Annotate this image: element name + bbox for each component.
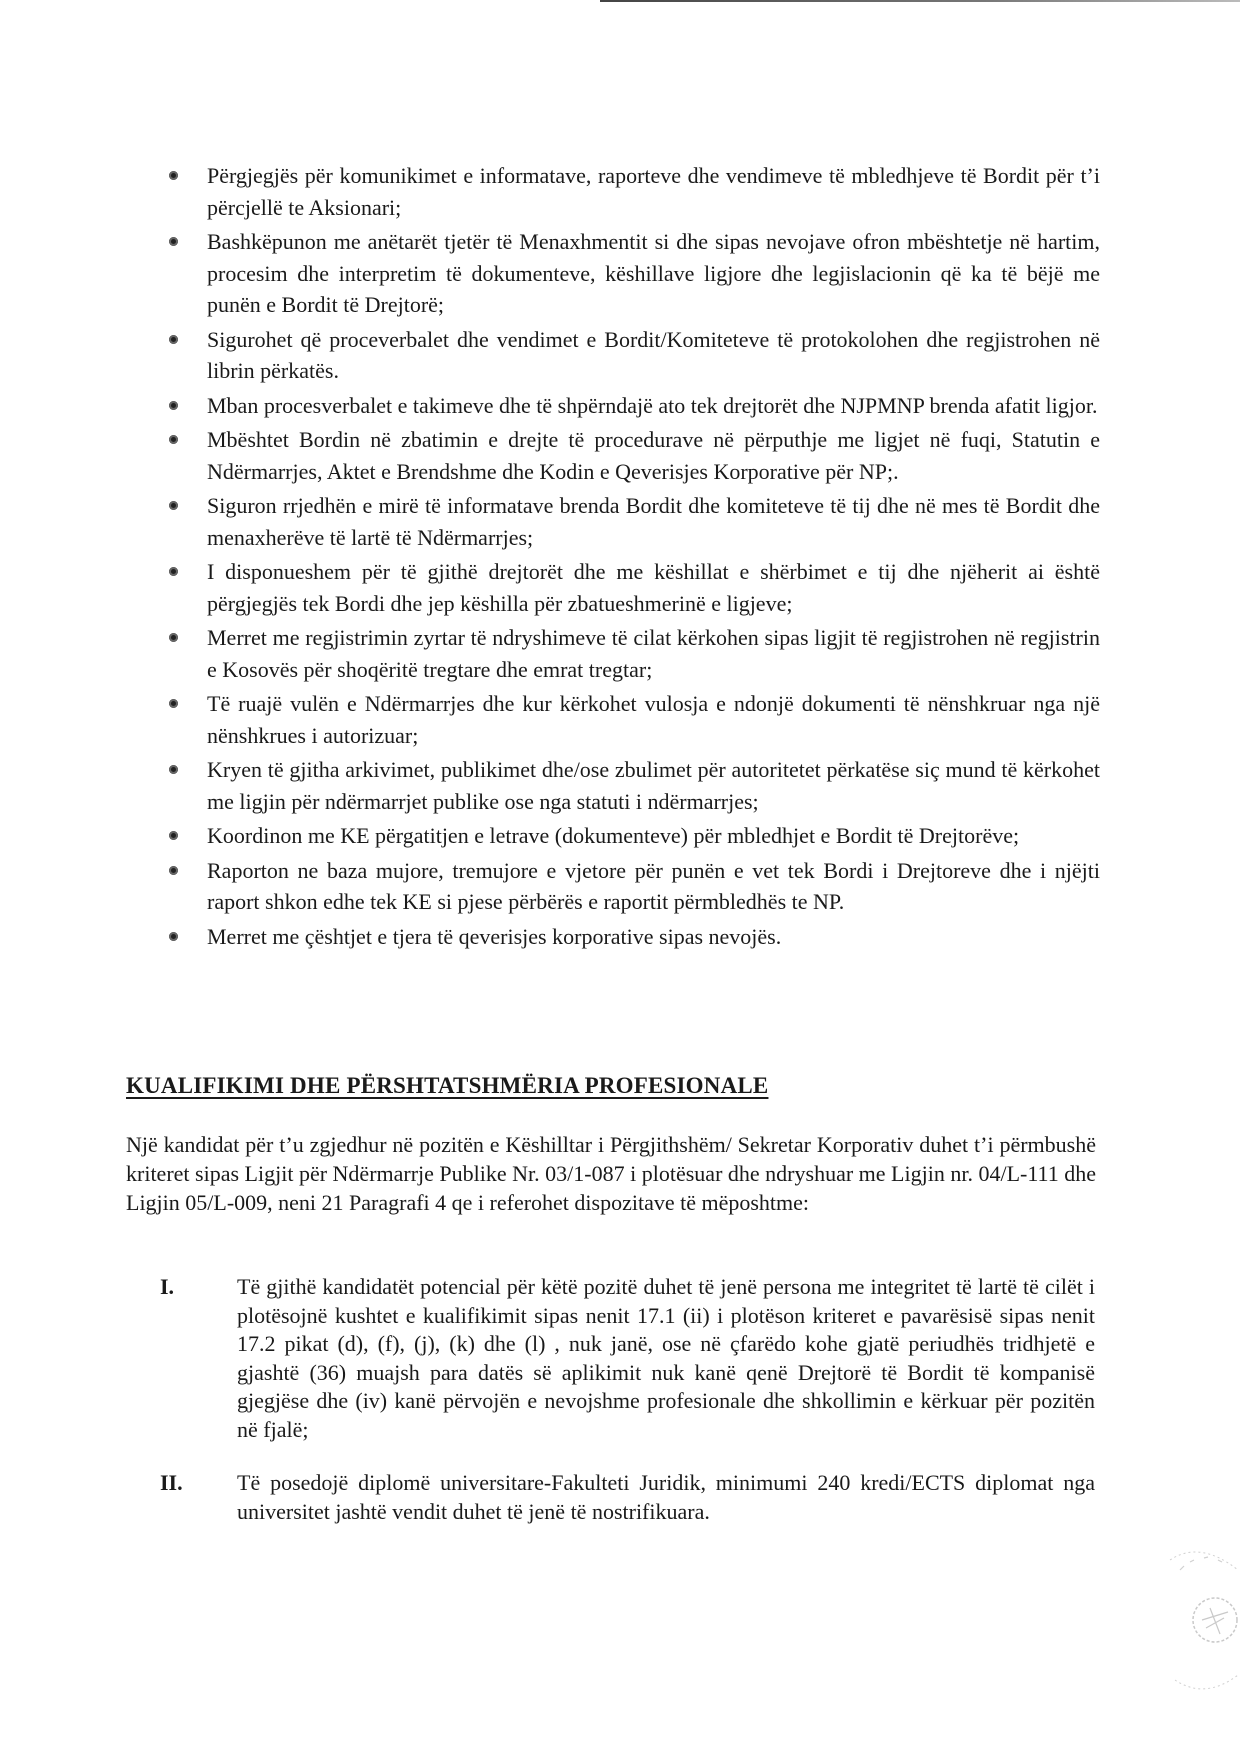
section-heading: KUALIFIKIMI DHE PËRSHTATSHMËRIA PROFESIONALE — [126, 1073, 769, 1098]
stamp-seal-icon — [1160, 1500, 1240, 1700]
bullet-text: Përgjegjës për komunikimet e informatave, raporteve dhe vendimeve të mbledhjeve të Bordit për t’i përcjellë te Aksionari; — [207, 163, 1100, 220]
criterion-text: Të posedojë diplomë universitare-Fakulteti Juridik, minimumi 240 kredi/ECTS diplomat nga universitet jashtë vendit duhet të jenë të nostrifikuara. — [237, 1470, 1095, 1524]
duties-bullet-list — [160, 160, 1100, 955]
bullet-item — [160, 490, 1100, 553]
bullet-dot-icon — [169, 567, 178, 576]
bullet-item — [160, 424, 1100, 487]
bullet-text: Bashkëpunon me anëtarët tjetër të Menaxhmentit si dhe sipas nevojave ofron mbështetje në hartim, procesim dhe interpretim të dokumenteve, këshillave ligjore dhe legjislacionin që ka të bëjë me punën e Bordit të Drejtorë; — [207, 229, 1100, 317]
bullet-item — [160, 160, 1100, 223]
criterion-text: Të gjithë kandidatët potencial për këtë pozitë duhet të jenë persona me integritet të lartë të cilët i plotësojnë kushtet e kualifikimit sipas nenit 17.1 (ii) i plotëson kriteret e pavarësisë sipas nenit 17.2 pikat (d), (f), (j), (k) dhe (l) , nuk janë, ose në çfarëdo kohe gjatë periudhës tridhjetë e gjashtë (36) muajsh para datës së aplikimit nuk kanë qenë Drejtorë të Bordit të kompanisë gjegjëse dhe (iv) kanë përvojën e nevojshme profesionale dhe shkollimin e kërkuar për pozitën në fjalë; — [237, 1274, 1095, 1442]
bullet-text: Mban procesverbalet e takimeve dhe të shpërndajë ato tek drejtorët dhe NJPMNP brenda afatit ligjor. — [207, 392, 1098, 418]
bullet-text: I disponueshem për të gjithë drejtorët dhe me këshillat e shërbimet e tij dhe njëherit ai është përgjegjës tek Bordi dhe jep këshilla për zbatueshmerinë e ligjeve; — [207, 559, 1100, 616]
top-border-line — [600, 0, 1240, 2]
criterion-numeral: II. — [160, 1470, 183, 1495]
bullet-dot-icon — [169, 401, 178, 410]
bullet-item — [160, 622, 1100, 685]
bullet-item — [160, 390, 1100, 422]
bullet-dot-icon — [169, 831, 178, 840]
bullet-text: Raporton ne baza mujore, tremujore e vjetore për punën e vet tek Bordi i Drejtoreve dhe i njëjti raport shkon edhe tek KE si pjese përbërës e raportit përmbledhës te NP. — [207, 857, 1100, 914]
bullet-dot-icon — [169, 765, 178, 774]
bullet-text: Koordinon me KE përgatitjen e letrave (dokumenteve) për mbledhjet e Bordit të Drejtorëve; — [207, 823, 1020, 848]
criterion-item — [160, 1469, 1095, 1526]
bullet-dot-icon — [169, 699, 178, 708]
bullet-dot-icon — [169, 501, 178, 510]
bullet-dot-icon — [169, 435, 178, 444]
criteria-list — [160, 1273, 1095, 1551]
bullet-text: Merret me regjistrimin zyrtar të ndryshimeve të cilat kërkohen sipas ligjit të regjistrohen në regjistrin e Kosovës për shoqëritë tregtare dhe emrat tregtar; — [207, 625, 1100, 682]
bullet-dot-icon — [169, 335, 178, 344]
bullet-text: Siguron rrjedhën e mirë të informatave brenda Bordit dhe komiteteve të tij dhe në mes të Bordit dhe menaxherëve të lartë të Ndërmarrjes; — [207, 493, 1100, 550]
bullet-item — [160, 688, 1100, 751]
bullet-dot-icon — [169, 237, 178, 246]
criterion-item — [160, 1273, 1095, 1444]
intro-paragraph: Një kandidat për t’u zgjedhur në pozitën e Këshilltar i Përgjithshëm/ Sekretar Korporativ duhet t’i përmbushë kriteret sipas Ligjit për Ndërmarrje Publike Nr. 03/1-087 i plotësuar dhe ndryshuar me Ligjin nr. 04/L-111 dhe Ligjin 05/L-009, neni 21 Paragrafi 4 qe i referohet dispozitave të mëposhtme: — [126, 1132, 1096, 1215]
bullet-text: Kryen të gjitha arkivimet, publikimet dhe/ose zbulimet për autoritetet përkatëse siç mund të kërkohet me ligjin për ndërmarrjet publike ose nga statuti i ndërmarrjes; — [207, 757, 1100, 814]
bullet-item — [160, 754, 1100, 817]
bullet-dot-icon — [169, 633, 178, 642]
bullet-item — [160, 820, 1100, 852]
bullet-item — [160, 226, 1100, 321]
bullet-item — [160, 324, 1100, 387]
bullet-text: Të ruajë vulën e Ndërmarrjes dhe kur kërkohet vulosja e ndonjë dokumenti të nënshkruar nga një nënshkrues i autorizuar; — [207, 691, 1100, 748]
bullet-text: Mbështet Bordin në zbatimin e drejte të procedurave në përputhje me ligjet në fuqi, Statutin e Ndërmarrjes, Aktet e Brendshme dhe Kodin e Qeverisjes Korporative për NP;. — [207, 427, 1100, 484]
bullet-dot-icon — [169, 866, 178, 875]
bullet-dot-icon — [169, 171, 178, 180]
bullet-item — [160, 855, 1100, 918]
bullet-text: Merret me çështjet e tjera të qeverisjes korporative sipas nevojës. — [207, 923, 782, 949]
criterion-numeral: I. — [160, 1274, 175, 1299]
bullet-text: Sigurohet që proceverbalet dhe vendimet e Bordit/Komiteteve të protokolohen dhe regjistrohen në librin përkatës. — [207, 326, 1100, 383]
bullet-item — [160, 921, 1100, 953]
bullet-item — [160, 556, 1100, 619]
bullet-dot-icon — [169, 932, 178, 941]
